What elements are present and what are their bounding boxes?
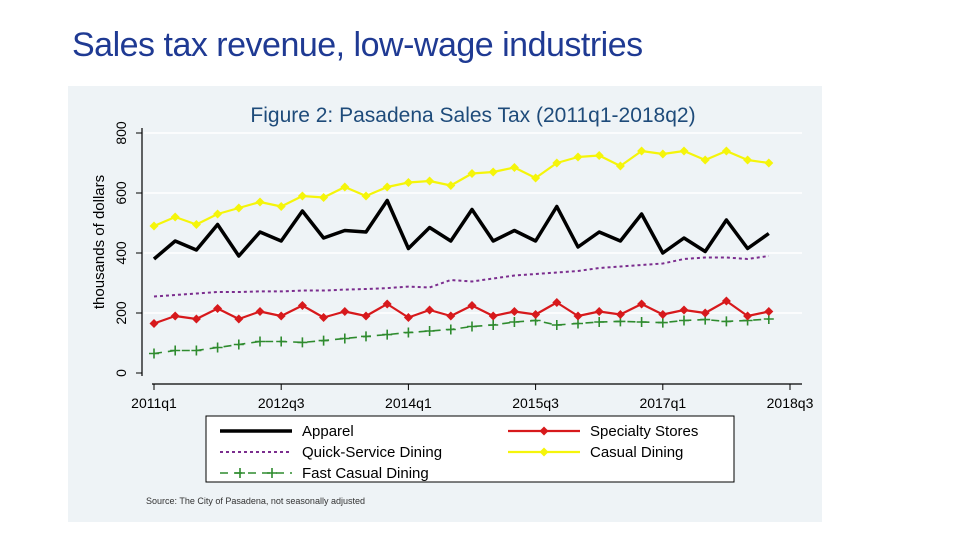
x-ticks — [131, 384, 813, 411]
data-point — [594, 317, 604, 327]
y-axis-label: thousands of dollars — [91, 174, 108, 310]
data-point — [404, 178, 413, 187]
data-point — [658, 318, 668, 328]
data-point — [150, 222, 159, 231]
series-line — [154, 256, 769, 297]
data-point — [192, 220, 201, 229]
data-point — [298, 301, 307, 310]
data-point — [658, 150, 667, 159]
data-point — [467, 322, 477, 332]
series-quick-service-dining — [154, 256, 769, 297]
data-point — [489, 168, 498, 177]
data-point — [595, 307, 604, 316]
y-tick-label: 400 — [113, 241, 129, 265]
data-point — [531, 310, 540, 319]
legend-label: Fast Casual Dining — [302, 465, 429, 482]
data-point — [277, 202, 286, 211]
data-point — [510, 163, 519, 172]
data-point — [764, 307, 773, 316]
x-tick-label: 2015q3 — [512, 395, 559, 411]
data-point — [680, 147, 689, 156]
data-point — [340, 307, 349, 316]
data-point — [468, 169, 477, 178]
data-point — [150, 319, 159, 328]
x-tick-label: 2011q1 — [131, 395, 177, 411]
data-point — [191, 346, 201, 356]
data-point — [616, 310, 625, 319]
series-line — [154, 319, 769, 354]
y-tick-label: 200 — [113, 301, 129, 325]
data-point — [509, 317, 519, 327]
data-point — [488, 320, 498, 330]
data-point — [679, 316, 689, 326]
series-fast-casual-dining — [149, 314, 774, 359]
data-point — [764, 159, 773, 168]
source-note: Source: The City of Pasadena, not seasonally adjusted — [146, 496, 365, 506]
data-point — [319, 336, 329, 346]
data-point — [340, 334, 350, 344]
data-point — [637, 300, 646, 309]
data-point — [319, 193, 328, 202]
data-point — [721, 316, 731, 326]
legend-label: Specialty Stores — [590, 423, 699, 440]
data-point — [213, 304, 222, 313]
data-point — [170, 346, 180, 356]
x-tick-label: 2014q1 — [385, 395, 432, 411]
data-point — [510, 307, 519, 316]
data-point — [552, 320, 562, 330]
legend-label: Casual Dining — [590, 444, 684, 461]
data-point — [382, 330, 392, 340]
data-point — [213, 343, 223, 353]
data-point — [192, 315, 201, 324]
y-tick-label: 800 — [113, 121, 129, 145]
data-point — [234, 204, 243, 213]
data-point — [256, 198, 265, 207]
chart — [68, 86, 822, 522]
data-point — [234, 340, 244, 350]
y-ticks — [113, 121, 142, 377]
data-point — [403, 328, 413, 338]
data-point — [468, 301, 477, 310]
data-point — [446, 325, 456, 335]
data-point — [425, 177, 434, 186]
series-line — [154, 151, 769, 226]
slide-title: Sales tax revenue, low-wage industries — [72, 26, 643, 64]
data-point — [722, 147, 731, 156]
data-point — [319, 313, 328, 322]
data-point — [701, 309, 710, 318]
series-specialty-stores — [150, 297, 774, 329]
data-point — [361, 331, 371, 341]
data-point — [234, 315, 243, 324]
series-line — [154, 301, 769, 324]
data-point — [658, 310, 667, 319]
y-tick-label: 0 — [113, 369, 129, 377]
data-point — [297, 337, 307, 347]
data-point — [574, 153, 583, 162]
series-apparel — [154, 201, 769, 260]
series-casual-dining — [150, 147, 774, 231]
chart-panel — [68, 86, 822, 522]
data-point — [276, 337, 286, 347]
series-line — [154, 201, 769, 260]
data-point — [446, 181, 455, 190]
x-tick-label: 2017q1 — [639, 395, 687, 411]
data-point — [171, 213, 180, 222]
data-point — [637, 317, 647, 327]
x-tick-label: 2018q3 — [766, 395, 814, 411]
legend-label: Quick-Service Dining — [302, 444, 443, 461]
legend — [206, 416, 734, 482]
data-point — [213, 210, 222, 219]
data-point — [383, 183, 392, 192]
data-point — [425, 326, 435, 336]
data-point — [255, 337, 265, 347]
data-point — [743, 156, 752, 165]
data-point — [340, 183, 349, 192]
legend-label: Apparel — [302, 423, 354, 440]
chart-title: Figure 2: Pasadena Sales Tax (2011q1-2018q2) — [250, 104, 696, 127]
data-point — [701, 156, 710, 165]
y-tick-label: 600 — [113, 181, 129, 205]
data-point — [256, 307, 265, 316]
data-point — [595, 151, 604, 160]
x-tick-label: 2012q3 — [257, 395, 305, 411]
data-point — [149, 349, 159, 359]
